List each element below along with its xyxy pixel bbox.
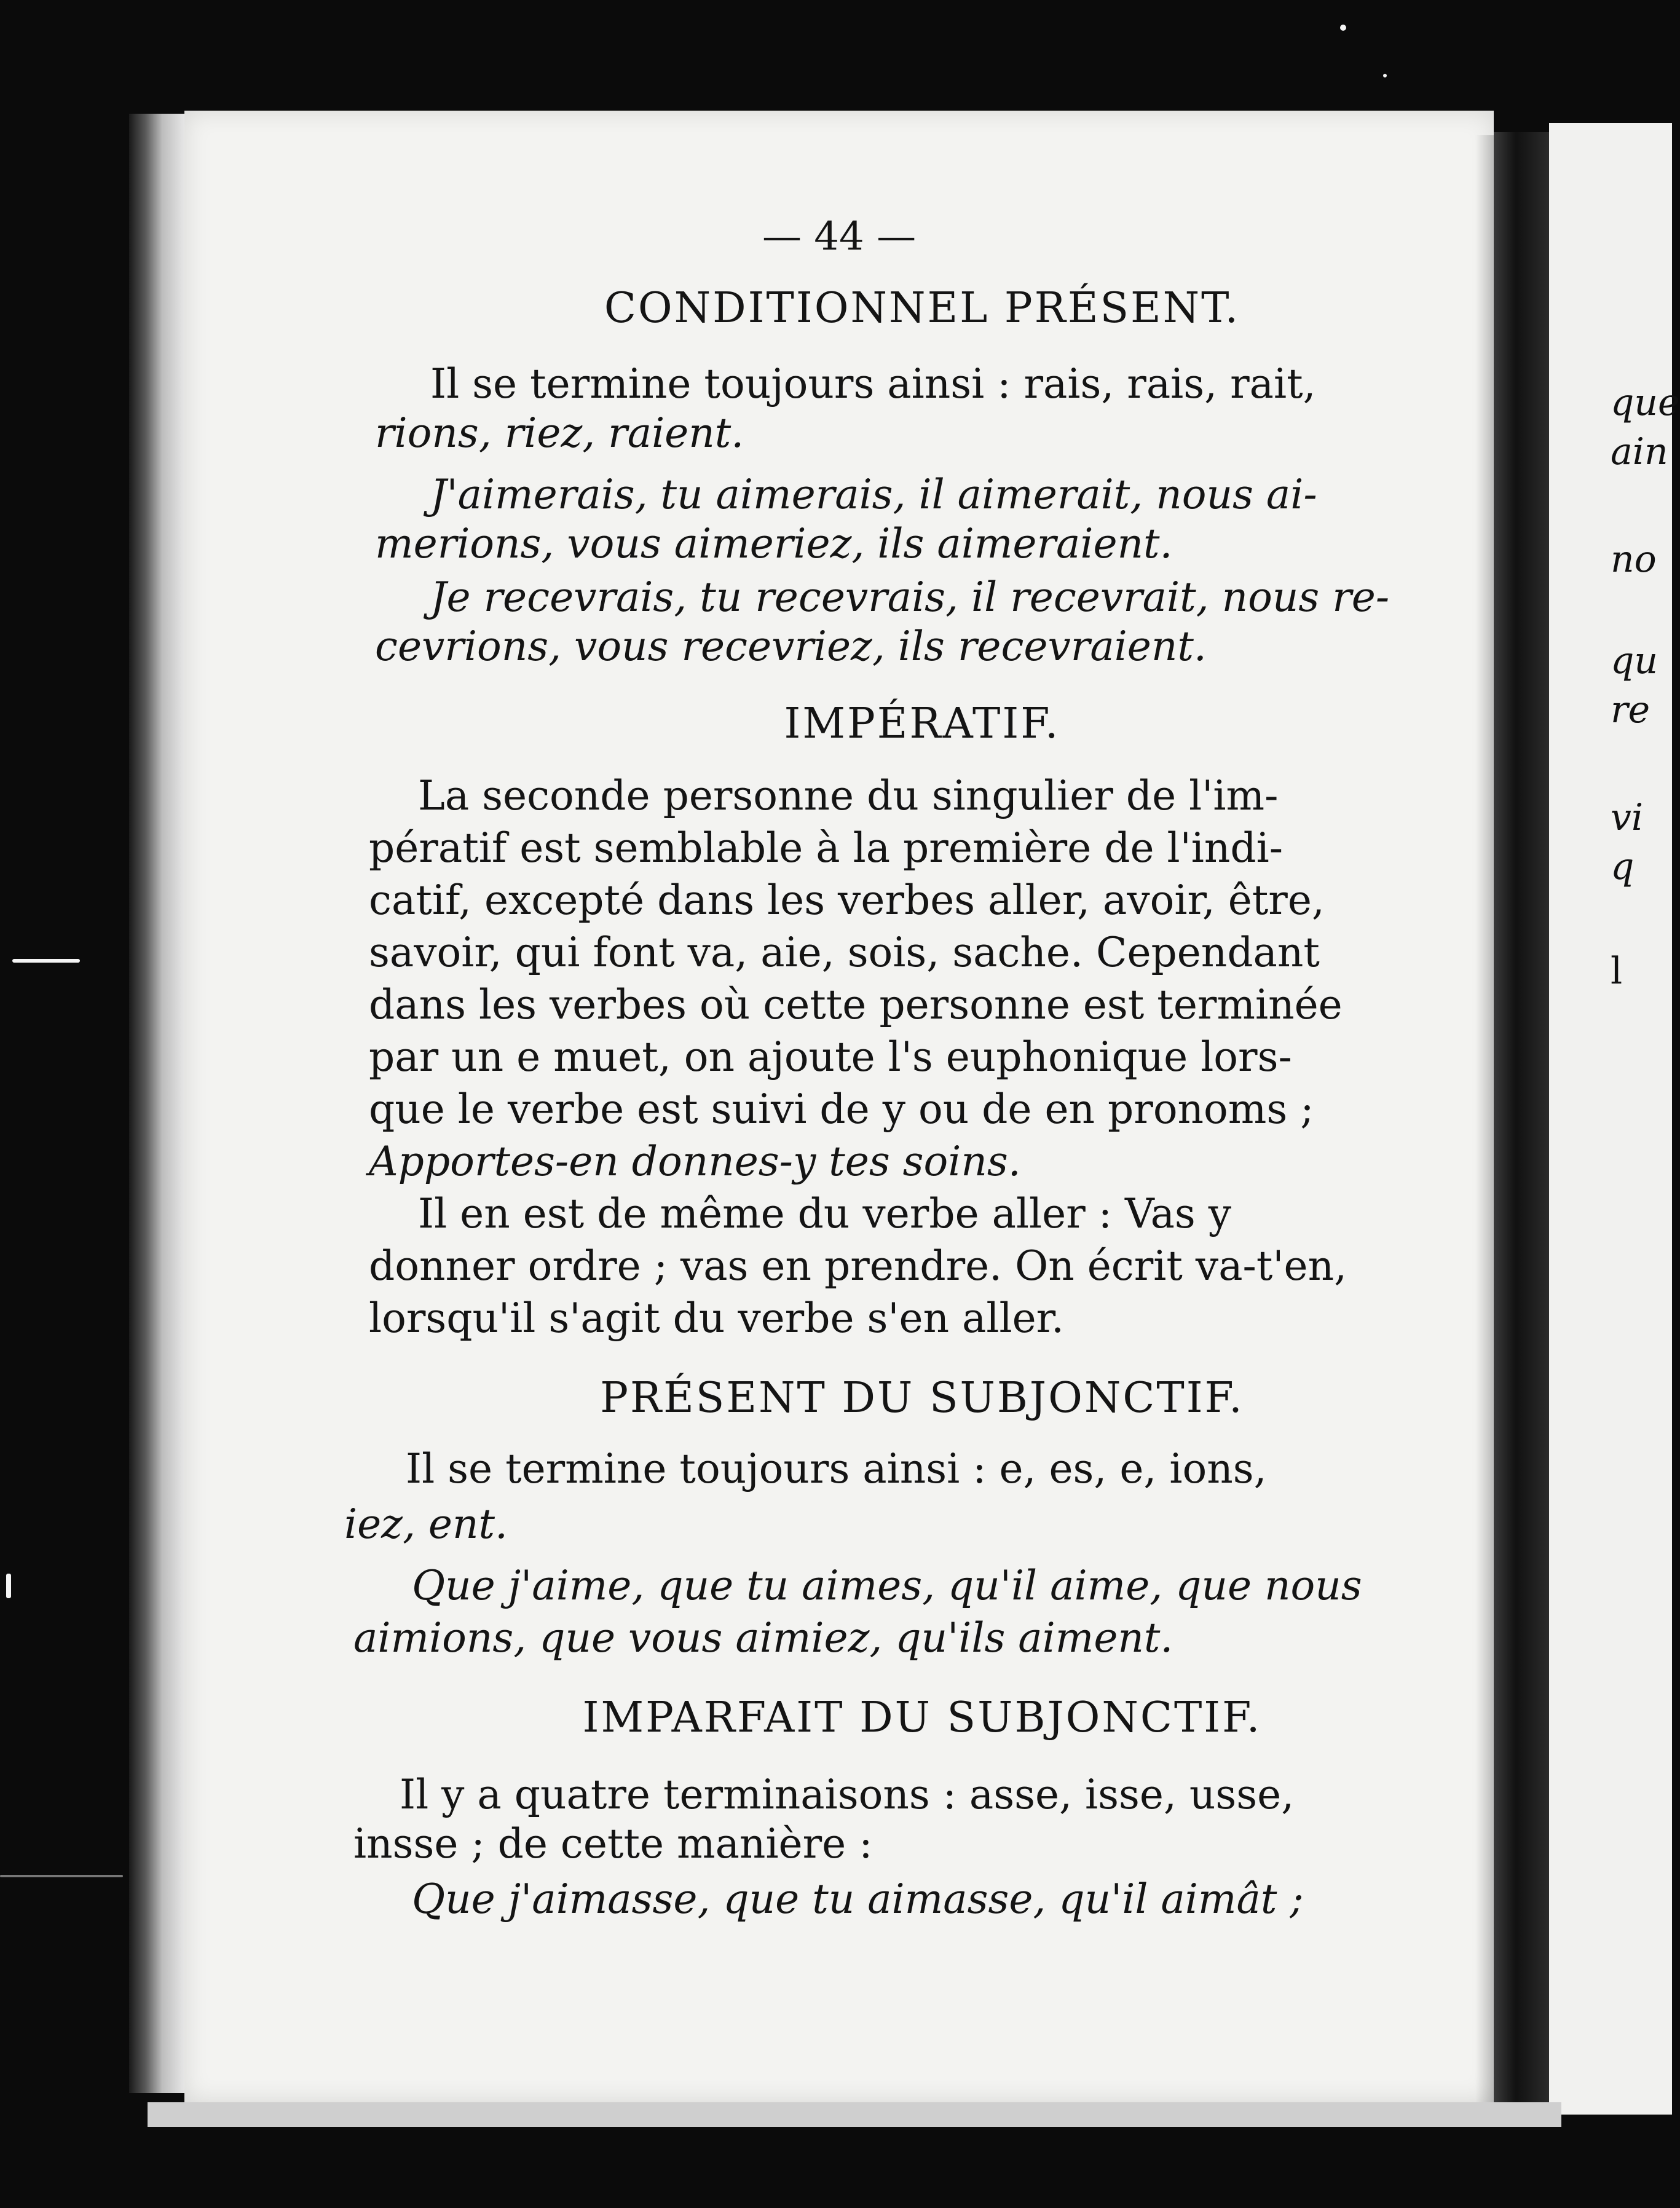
dust-speck	[0, 1875, 123, 1877]
next-page-fragment: l	[1611, 950, 1623, 993]
next-page-fragment: vi	[1611, 796, 1644, 839]
heading-imparfait-subjonctif: IMPARFAIT DU SUBJONCTIF.	[582, 1693, 1262, 1742]
heading-conditionnel: CONDITIONNEL PRÉSENT.	[604, 284, 1240, 333]
text-line: La seconde personne du singulier de l'im-	[418, 772, 1279, 819]
text-line: Il se termine toujours ainsi : e, es, e, ions,	[406, 1445, 1267, 1492]
text-line: Il se termine toujours ainsi : rais, rais, rait,	[430, 360, 1316, 408]
next-page-fragment: re	[1611, 688, 1650, 731]
next-page-fragment: ain	[1611, 430, 1668, 473]
text-line: pératif est semblable à la première de l'indi-	[369, 824, 1284, 872]
next-page-fragment: qu	[1611, 639, 1658, 682]
text-line: lorsqu'il s'agit du verbe s'en aller.	[369, 1295, 1064, 1342]
text-line: que le verbe est suivi de y ou de en pronoms ;	[369, 1086, 1314, 1133]
text-line: iez, ent.	[344, 1500, 508, 1548]
text-line: Que j'aimasse, que tu aimasse, qu'il aimât ;	[412, 1875, 1304, 1923]
heading-present-subjonctif: PRÉSENT DU SUBJONCTIF.	[600, 1374, 1244, 1422]
text-line: catif, excepté dans les verbes aller, avoir, être,	[369, 877, 1325, 924]
next-page-fragment: que	[1611, 381, 1680, 424]
text-line: savoir, qui font va, aie, sois, sache. Cependant	[369, 929, 1320, 976]
text-line: cevrions, vous recevriez, ils recevraient.	[375, 623, 1207, 670]
dust-speck	[12, 959, 80, 963]
dust-speck	[1340, 25, 1346, 31]
text-line: J'aimerais, tu aimerais, il aimerait, nous ai-	[430, 471, 1317, 518]
text-line: par un e muet, on ajoute l's euphonique lors-	[369, 1033, 1292, 1081]
text-line: Je recevrais, tu recevrais, il recevrait, nous re-	[430, 574, 1390, 621]
text-line: Il y a quatre terminaisons : asse, isse, usse,	[400, 1771, 1295, 1818]
text-line: aimions, que vous aimiez, qu'ils aiment.	[353, 1614, 1173, 1662]
text-line: Il en est de même du verbe aller : Vas y	[418, 1190, 1232, 1237]
next-page-fragment: q	[1611, 845, 1635, 888]
text-line: rions, riez, raient.	[375, 409, 744, 457]
dust-speck	[1383, 74, 1387, 77]
next-page-fragment: no	[1611, 538, 1657, 581]
heading-imperatif: IMPÉRATIF.	[784, 700, 1060, 748]
text-line: donner ordre ; vas en prendre. On écrit va-t'en,	[369, 1242, 1347, 1290]
text-line: merions, vous aimeriez, ils aimeraient.	[375, 520, 1173, 567]
page-number: — 44 —	[762, 214, 917, 259]
dust-speck	[6, 1574, 11, 1598]
text-line: Apportes-en donnes-y tes soins.	[369, 1138, 1021, 1185]
text-line: dans les verbes où cette personne est terminée	[369, 981, 1343, 1028]
text-line: insse ; de cette manière :	[353, 1820, 873, 1867]
text-line: Que j'aime, que tu aimes, qu'il aime, que nous	[412, 1562, 1362, 1609]
